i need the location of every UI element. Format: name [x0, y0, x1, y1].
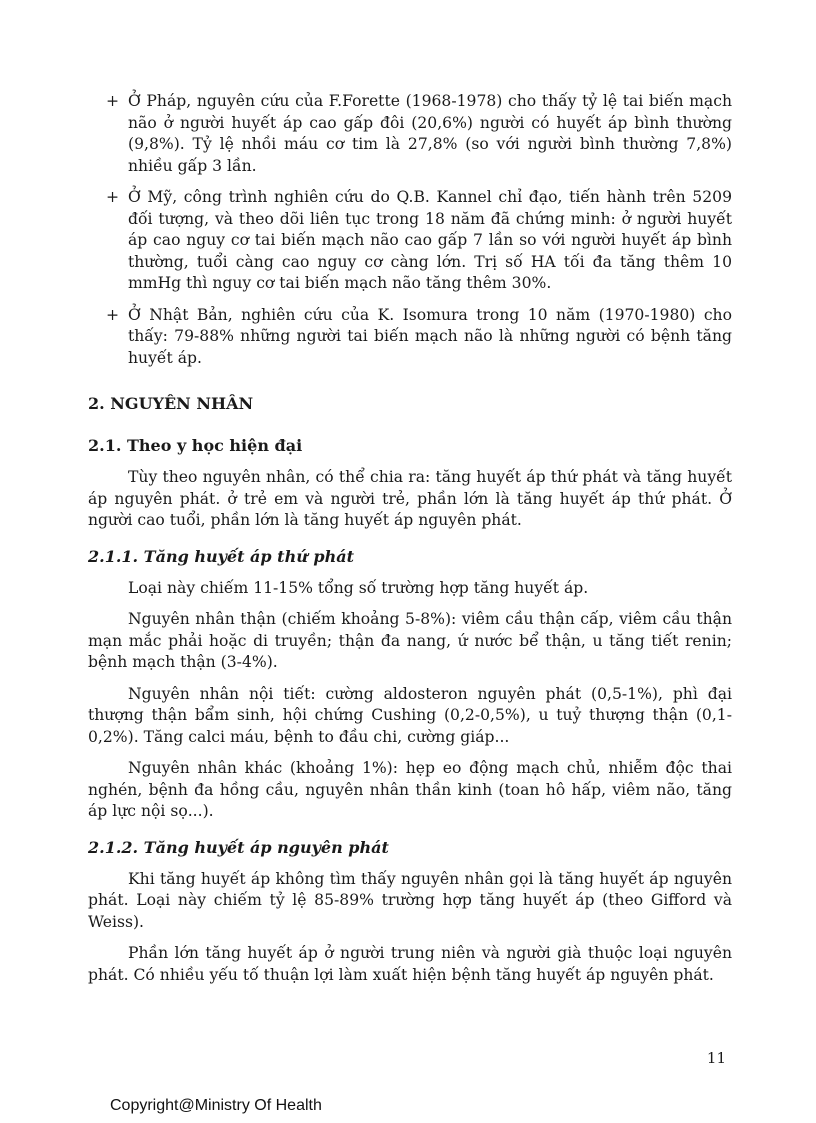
secondary-paragraph: Nguyên nhân khác (khoảng 1%): hẹp eo động mạch chủ, nhiễm độc thai nghén, bệnh đa hồng cầu, nguyên nhân thần kinh (toan hô hấp, viêm não, tăng áp lực nội sọ...). [88, 759, 732, 820]
page-content [88, 91, 732, 986]
intro-paragraph: Tùy theo nguyên nhân, có thể chia ra: tăng huyết áp thứ phát và tăng huyết áp nguyên phát. ở trẻ em và người trẻ, phần lớn là tăng huyết áp thứ phát. Ở người cao tuổi, phần lớn là tăng huyết áp nguyên phát. [88, 468, 732, 529]
bullet-marker: + [106, 305, 120, 324]
copyright-footer: Copyright@Ministry Of Health [110, 1097, 322, 1114]
bullet-text: Ở Mỹ, công trình nghiên cứu do Q.B. Kannel chỉ đạo, tiến hành trên 5209 đối tượng, và theo dõi liên tục trong 18 năm đã chứng minh: ở người huyết áp cao nguy cơ tai biến mạch não cao gấp 7 lần so với người huyết áp bình thường, tuổi càng cao nguy cơ càng lớn. Trị số HA tối đa tăng thêm 10 mmHg thì nguy cơ tai biến mạch não tăng thêm 30%. [128, 188, 732, 292]
bullet-item-france [106, 91, 732, 177]
secondary-paragraph: Nguyên nhân thận (chiếm khoảng 5-8%): viêm cầu thận cấp, viêm cầu thận mạn mắc phải hoặc di truyền; thận đa nang, ứ nước bể thận, u tăng tiết renin; bệnh mạch thận (3-4%). [88, 610, 732, 671]
bullet-item-japan [106, 305, 732, 370]
secondary-paragraph: Nguyên nhân nội tiết: cường aldosteron nguyên phát (0,5-1%), phì đại thượng thận bẩm sinh, hội chứng Cushing (0,2-0,5%), u tuỷ thượng thận (0,1-0,2%). Tăng calci máu, bệnh to đầu chi, cường giáp... [88, 684, 732, 746]
bullet-item-usa [106, 187, 732, 295]
secondary-paragraph: Loại này chiếm 11-15% tổng số trường hợp tăng huyết áp. [128, 578, 589, 597]
bullet-text: Ở Nhật Bản, nghiên cứu của K. Isomura trong 10 năm (1970-1980) cho thấy: 79-88% những người tai biến mạch não là những người có bệnh tăng huyết áp. [128, 305, 732, 367]
primary-hypertension-heading: 2.1.2. Tăng huyết áp nguyên phát [88, 837, 389, 857]
page-number: 11 [706, 1049, 726, 1067]
secondary-hypertension-heading: 2.1.1. Tăng huyết áp thứ phát [88, 546, 354, 566]
bullet-text: Ở Pháp, nguyên cứu của F.Forette (1968-1978) cho thấy tỷ lệ tai biến mạch não ở người huyết áp cao gấp đôi (20,6%) người có huyết áp bình thường (9,8%). Tỷ lệ nhồi máu cơ tim là 27,8% (so với người bình thường 7,8%) nhiều gấp 3 lần. [128, 92, 732, 175]
primary-paragraph: Khi tăng huyết áp không tìm thấy nguyên nhân gọi là tăng huyết áp nguyên phát. Loại này chiếm tỷ lệ 85-89% trường hợp tăng huyết áp (theo Gifford và Weiss). [88, 869, 732, 931]
primary-paragraph: Phần lớn tăng huyết áp ở người trung niên và người già thuộc loại nguyên phát. Có nhiều yếu tố thuận lợi làm xuất hiện bệnh tăng huyết áp nguyên phát. [88, 944, 732, 984]
bullet-marker: + [106, 188, 120, 206]
subsection-heading: 2.1. Theo y học hiện đại [88, 436, 303, 455]
bullet-list [106, 91, 732, 369]
section-heading: 2. NGUYÊN NHÂN [88, 394, 254, 413]
bullet-marker: + [106, 92, 120, 110]
